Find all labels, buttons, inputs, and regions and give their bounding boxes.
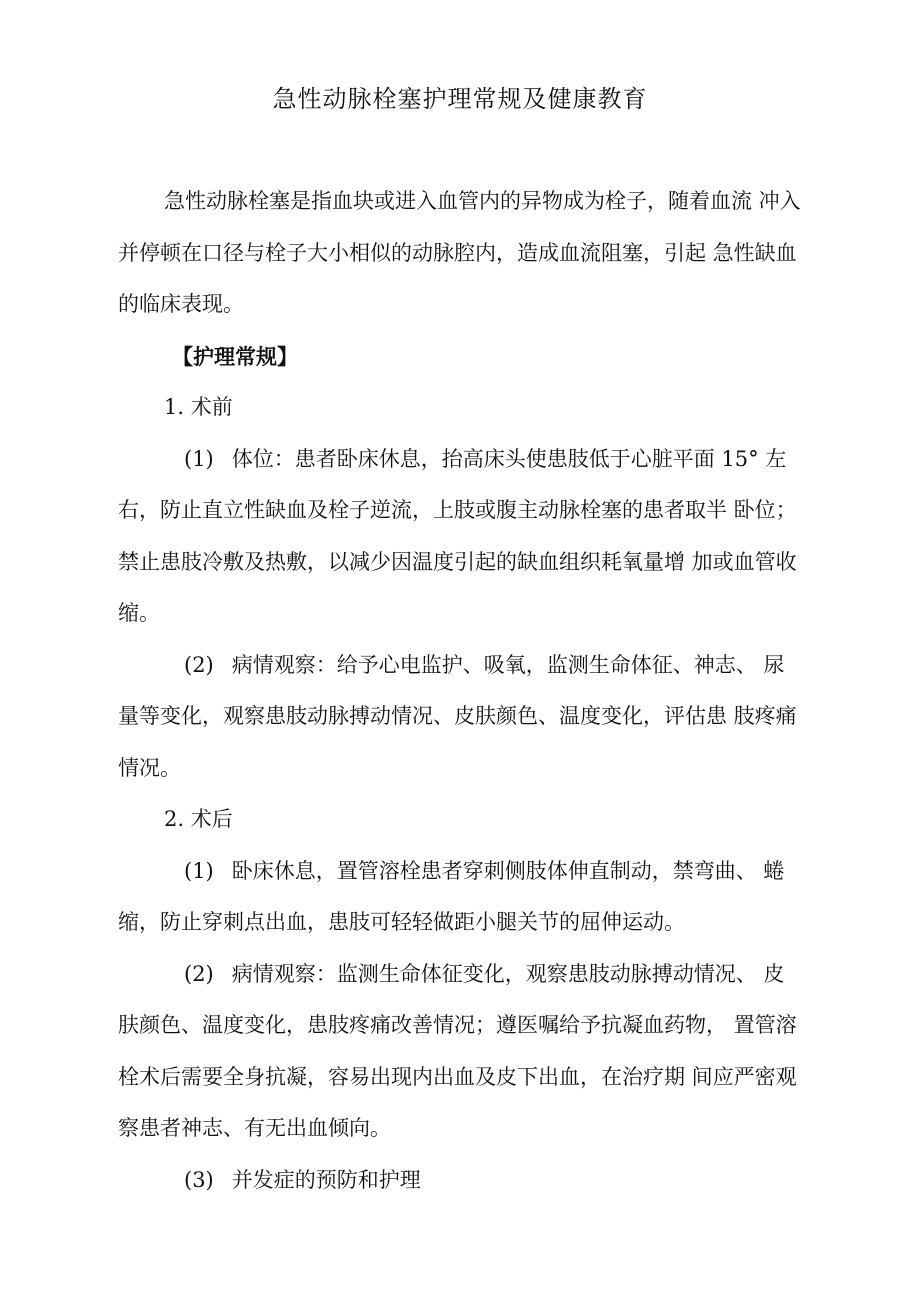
preop-item-2 [118,640,804,795]
preop-item-1-text: 体位：患者卧床休息，抬高床头使患肢低于心脏平面 15° 左右，防止直立性缺血及栓子逆流，上肢或腹主动脉栓塞的患者取半 卧位；禁止患肢冷敷及热敷，以减少因温度引起的缺血组织耗氧量增 加或血管收缩。 [118,446,797,625]
postop-item-2-text: 病情观察：监测生命体征变化，观察患肢动脉搏动情况、 皮肤颜色、温度变化，患肢疼痛改善情况；遵医嘱给予抗凝血药物， 置管溶栓术后需要全身抗凝，容易出现内出血及皮下出血，在治疗期 间应严密观察患者神志、有无出血倾向。 [118,961,797,1140]
postop-item-3 [118,1155,804,1207]
document-body [118,176,804,1206]
postop-item-2 [118,949,804,1155]
document-title: 急性动脉栓塞护理常规及健康教育 [272,85,648,113]
postop-item-1-text: 卧床休息，置管溶栓患者穿刺侧肢体伸直制动，禁弯曲、 蜷缩，防止穿刺点出血，患肢可轻轻做距小腿关节的屈伸运动。 [118,858,785,934]
section-heading: 【护理常规】 [172,343,298,369]
preop-heading: 1. 术前 [164,395,233,419]
postop-item-3-label: (3) [184,1167,214,1192]
preop-item-1-label: (1) [184,446,214,471]
preop-item-2-label: (2) [184,652,214,677]
preop-item-2-text: 病情观察：给予心电监护、吸氧，监测生命体征、神志、 尿量等变化，观察患肢动脉搏动情况、皮肤颜色、温度变化，评估患 肢疼痛情况。 [118,652,797,780]
postop-item-2-label: (2) [184,961,214,986]
postop-heading: 2. 术后 [164,807,233,831]
intro-paragraph: 急性动脉栓塞是指血块或进入血管内的异物成为栓子，随着血流 冲入并停顿在口径与栓子大小相似的动脉腔内，造成血流阻塞，引起 急性缺血的临床表现。 [118,189,801,316]
preop-item-1 [118,434,804,640]
postop-item-1-label: (1) [184,858,214,883]
postop-item-3-text: 并发症的预防和护理 [231,1167,421,1192]
postop-item-1 [118,846,804,949]
